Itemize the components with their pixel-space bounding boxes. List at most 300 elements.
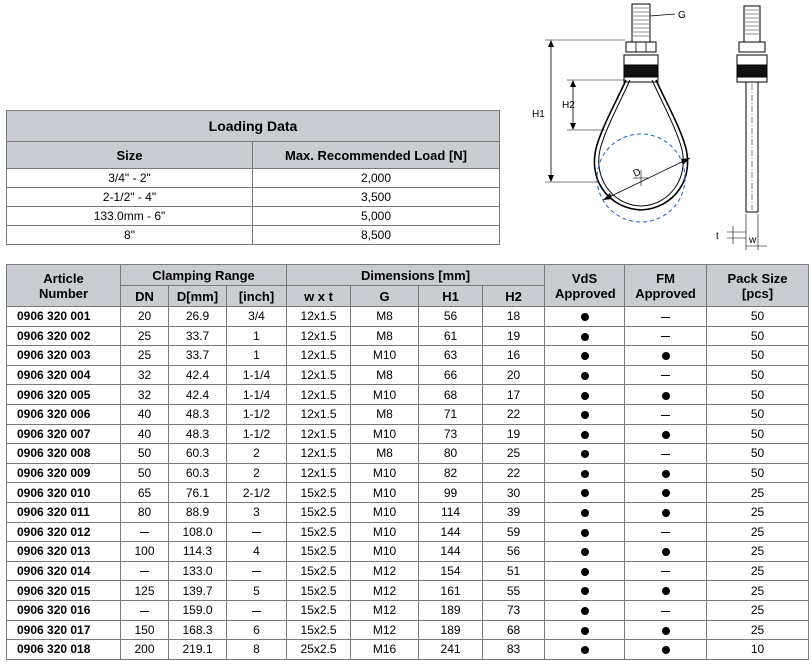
fm-approved-mark: [625, 522, 707, 542]
dash-mark: [661, 375, 670, 376]
table-row: [7, 326, 809, 346]
dn-value: 65: [121, 483, 169, 503]
fm-approved-mark: [625, 463, 707, 483]
inch-value: 3: [227, 502, 287, 522]
g-leader: [650, 14, 675, 16]
dn-value: 50: [121, 444, 169, 464]
header-dimensions: Dimensions [mm]: [287, 265, 545, 286]
pack-size-value: 50: [707, 346, 809, 366]
inch-value: [227, 561, 287, 581]
h1-value: 114: [419, 502, 483, 522]
wxt-value: 15x2.5: [287, 502, 351, 522]
pack-size-value: 50: [707, 444, 809, 464]
h2-value: 51: [483, 561, 545, 581]
wxt-value: 12x1.5: [287, 404, 351, 424]
vds-approved-mark: [545, 542, 625, 562]
dn-value: 25: [121, 346, 169, 366]
h1-value: 144: [419, 542, 483, 562]
article-number: 0906 320 003: [7, 346, 121, 366]
approved-dot: [581, 372, 589, 380]
loading-size: 8": [7, 226, 253, 245]
wxt-value: 12x1.5: [287, 365, 351, 385]
vds-approved-mark: [545, 365, 625, 385]
approved-dot: [581, 627, 589, 635]
wxt-value: 15x2.5: [287, 600, 351, 620]
vds-approved-mark: [545, 600, 625, 620]
dn-value: [121, 522, 169, 542]
dash-mark: [140, 571, 149, 572]
pack-size-value: 25: [707, 542, 809, 562]
g-value: M10: [351, 346, 419, 366]
threaded-rod-front: [632, 4, 650, 48]
fm-approved-mark: [625, 326, 707, 346]
dash-mark: [140, 532, 149, 533]
pack-size-value: 50: [707, 424, 809, 444]
d-mm-value: 48.3: [169, 404, 227, 424]
vds-approved-mark: [545, 483, 625, 503]
h2-value: 17: [483, 385, 545, 405]
h1-value: 154: [419, 561, 483, 581]
header-dn: DN: [121, 286, 169, 307]
header-wxt: w x t: [287, 286, 351, 307]
table-row: [7, 463, 809, 483]
header-inch: [inch]: [227, 286, 287, 307]
product-table: [6, 264, 809, 660]
dn-value: 32: [121, 365, 169, 385]
inch-value: 2: [227, 444, 287, 464]
approved-dot: [581, 509, 589, 517]
pack-size-value: 25: [707, 483, 809, 503]
dash-mark: [661, 532, 670, 533]
wxt-value: 12x1.5: [287, 346, 351, 366]
dn-value: 150: [121, 620, 169, 640]
d-mm-value: 159.0: [169, 600, 227, 620]
dash-mark: [661, 611, 670, 612]
label-w: w: [749, 235, 757, 246]
dn-value: 40: [121, 424, 169, 444]
article-number: 0906 320 007: [7, 424, 121, 444]
article-number: 0906 320 018: [7, 640, 121, 660]
inch-value: 1-1/2: [227, 424, 287, 444]
vds-approved-mark: [545, 326, 625, 346]
vds-approved-mark: [545, 307, 625, 327]
h1-value: 99: [419, 483, 483, 503]
wxt-value: 15x2.5: [287, 561, 351, 581]
inch-value: 1: [227, 346, 287, 366]
label-g: G: [678, 10, 686, 21]
pack-size-value: 50: [707, 404, 809, 424]
h1-value: 56: [419, 307, 483, 327]
approved-dot: [662, 489, 670, 497]
g-value: M10: [351, 463, 419, 483]
g-value: M16: [351, 640, 419, 660]
h2-value: 16: [483, 346, 545, 366]
fm-approved-mark: [625, 385, 707, 405]
wxt-value: 12x1.5: [287, 385, 351, 405]
approved-dot: [581, 607, 589, 615]
header-size: Size: [7, 142, 253, 169]
pack-size-value: 25: [707, 561, 809, 581]
approved-dot: [581, 411, 589, 419]
table-row: [7, 502, 809, 522]
h1-value: 61: [419, 326, 483, 346]
dash-mark: [661, 317, 670, 318]
h2-value: 83: [483, 640, 545, 660]
wxt-value: 15x2.5: [287, 581, 351, 601]
d-mm-value: 219.1: [169, 640, 227, 660]
approved-dot: [662, 509, 670, 517]
approved-dot: [581, 352, 589, 360]
label-h2: H2: [562, 100, 575, 111]
inch-value: 5: [227, 581, 287, 601]
pack-size-value: 50: [707, 365, 809, 385]
wxt-value: 15x2.5: [287, 483, 351, 503]
inch-value: 1: [227, 326, 287, 346]
dash-mark: [252, 532, 261, 533]
wxt-value: 12x1.5: [287, 326, 351, 346]
pack-size-value: 25: [707, 581, 809, 601]
inch-value: [227, 522, 287, 542]
g-value: M8: [351, 326, 419, 346]
g-value: M12: [351, 620, 419, 640]
d-mm-value: 139.7: [169, 581, 227, 601]
h1-value: 161: [419, 581, 483, 601]
g-value: M10: [351, 502, 419, 522]
approved-dot: [581, 646, 589, 654]
article-number: 0906 320 006: [7, 404, 121, 424]
wxt-value: 12x1.5: [287, 463, 351, 483]
g-value: M10: [351, 424, 419, 444]
fm-approved-mark: [625, 424, 707, 444]
pack-size-value: 50: [707, 307, 809, 327]
h2-value: 22: [483, 463, 545, 483]
h2-value: 20: [483, 365, 545, 385]
wxt-value: 25x2.5: [287, 640, 351, 660]
fm-approved-mark: [625, 365, 707, 385]
inch-value: [227, 600, 287, 620]
inch-value: 3/4: [227, 307, 287, 327]
table-row: [7, 600, 809, 620]
dimension-h1: [545, 40, 625, 182]
dash-mark: [140, 611, 149, 612]
dash-mark: [661, 571, 670, 572]
article-number: 0906 320 009: [7, 463, 121, 483]
loading-size: 133.0mm - 6": [7, 207, 253, 226]
h1-value: 82: [419, 463, 483, 483]
wxt-value: 15x2.5: [287, 542, 351, 562]
vds-approved-mark: [545, 404, 625, 424]
header-h2: H2: [483, 286, 545, 307]
side-view: [727, 6, 767, 250]
article-number: 0906 320 002: [7, 326, 121, 346]
h1-value: 241: [419, 640, 483, 660]
pack-size-value: 25: [707, 522, 809, 542]
fm-approved-mark: [625, 600, 707, 620]
vds-approved-mark: [545, 444, 625, 464]
clamp-block-front: [624, 55, 658, 82]
pack-size-value: 25: [707, 502, 809, 522]
label-d: D: [631, 166, 643, 180]
dash-mark: [661, 336, 670, 337]
h2-value: 56: [483, 542, 545, 562]
fm-approved-mark: [625, 542, 707, 562]
g-value: M12: [351, 600, 419, 620]
g-value: M10: [351, 385, 419, 405]
h2-value: 25: [483, 444, 545, 464]
approved-dot: [581, 313, 589, 321]
dn-value: 40: [121, 404, 169, 424]
g-value: M10: [351, 522, 419, 542]
h1-value: 68: [419, 385, 483, 405]
h2-value: 19: [483, 424, 545, 444]
loading-load: 2,000: [253, 169, 500, 188]
vds-approved-mark: [545, 620, 625, 640]
header-fm-approved: FM Approved: [625, 265, 707, 307]
loading-row: [7, 207, 500, 226]
table-row: [7, 581, 809, 601]
pack-size-value: 10: [707, 640, 809, 660]
g-value: M8: [351, 365, 419, 385]
fm-approved-mark: [625, 444, 707, 464]
article-number: 0906 320 005: [7, 385, 121, 405]
g-value: M10: [351, 542, 419, 562]
loading-size: 3/4" - 2": [7, 169, 253, 188]
fm-approved-mark: [625, 640, 707, 660]
approved-dot: [662, 587, 670, 595]
pack-size-value: 25: [707, 620, 809, 640]
h1-value: 189: [419, 620, 483, 640]
article-number: 0906 320 017: [7, 620, 121, 640]
dash-mark: [661, 454, 670, 455]
header-g: G: [351, 286, 419, 307]
approved-dot: [662, 627, 670, 635]
pack-size-value: 50: [707, 463, 809, 483]
table-row: [7, 542, 809, 562]
h2-value: 30: [483, 483, 545, 503]
h2-value: 18: [483, 307, 545, 327]
g-value: M12: [351, 581, 419, 601]
vds-approved-mark: [545, 561, 625, 581]
approved-dot: [581, 470, 589, 478]
d-mm-value: 42.4: [169, 365, 227, 385]
label-t: t: [716, 231, 719, 242]
header-pack-size: Pack Size [pcs]: [707, 265, 809, 307]
wxt-value: 15x2.5: [287, 620, 351, 640]
article-number: 0906 320 001: [7, 307, 121, 327]
article-number: 0906 320 013: [7, 542, 121, 562]
label-h1: H1: [532, 109, 545, 120]
dn-value: 100: [121, 542, 169, 562]
h1-value: 66: [419, 365, 483, 385]
h1-value: 80: [419, 444, 483, 464]
d-mm-value: 76.1: [169, 483, 227, 503]
article-number: 0906 320 011: [7, 502, 121, 522]
h2-value: 59: [483, 522, 545, 542]
d-mm-value: 108.0: [169, 522, 227, 542]
h2-value: 55: [483, 581, 545, 601]
h2-value: 73: [483, 600, 545, 620]
header-h1: H1: [419, 286, 483, 307]
g-value: M8: [351, 404, 419, 424]
article-number: 0906 320 015: [7, 581, 121, 601]
fm-approved-mark: [625, 581, 707, 601]
inch-value: 1-1/4: [227, 365, 287, 385]
inch-value: 4: [227, 542, 287, 562]
article-number: 0906 320 012: [7, 522, 121, 542]
dn-value: 32: [121, 385, 169, 405]
dimension-h2: [567, 80, 625, 130]
d-mm-value: 114.3: [169, 542, 227, 562]
approved-dot: [581, 489, 589, 497]
header-article-number: Article Number: [7, 265, 121, 307]
loading-load: 3,500: [253, 188, 500, 207]
table-row: [7, 522, 809, 542]
inch-value: 2-1/2: [227, 483, 287, 503]
loading-row: [7, 188, 500, 207]
g-value: M12: [351, 561, 419, 581]
inch-value: 6: [227, 620, 287, 640]
table-row: [7, 444, 809, 464]
pack-size-value: 50: [707, 326, 809, 346]
wxt-value: 12x1.5: [287, 424, 351, 444]
d-mm-value: 60.3: [169, 463, 227, 483]
clamp-loop-front: [594, 80, 690, 222]
d-mm-value: 33.7: [169, 346, 227, 366]
approved-dot: [581, 333, 589, 341]
table-row: [7, 365, 809, 385]
inch-value: 1-1/2: [227, 404, 287, 424]
table-row: [7, 404, 809, 424]
inch-value: 1-1/4: [227, 385, 287, 405]
fm-approved-mark: [625, 561, 707, 581]
wxt-value: 15x2.5: [287, 522, 351, 542]
header-d-mm: D[mm]: [169, 286, 227, 307]
dn-value: 125: [121, 581, 169, 601]
nut-front: [626, 42, 656, 52]
fm-approved-mark: [625, 307, 707, 327]
g-value: M8: [351, 307, 419, 327]
d-mm-value: 42.4: [169, 385, 227, 405]
approved-dot: [581, 431, 589, 439]
inch-value: 8: [227, 640, 287, 660]
loading-load: 5,000: [253, 207, 500, 226]
approved-dot: [662, 470, 670, 478]
approved-dot: [581, 568, 589, 576]
pack-size-value: 25: [707, 600, 809, 620]
dn-value: 50: [121, 463, 169, 483]
d-mm-value: 33.7: [169, 326, 227, 346]
approved-dot: [581, 548, 589, 556]
approved-dot: [662, 646, 670, 654]
h1-value: 63: [419, 346, 483, 366]
dn-value: 200: [121, 640, 169, 660]
wxt-value: 12x1.5: [287, 307, 351, 327]
d-mm-value: 48.3: [169, 424, 227, 444]
h1-value: 144: [419, 522, 483, 542]
vds-approved-mark: [545, 581, 625, 601]
loading-row: [7, 169, 500, 188]
dn-value: 25: [121, 326, 169, 346]
article-number: 0906 320 014: [7, 561, 121, 581]
d-mm-value: 88.9: [169, 502, 227, 522]
fm-approved-mark: [625, 502, 707, 522]
dash-mark: [252, 571, 261, 572]
vds-approved-mark: [545, 502, 625, 522]
d-mm-value: 133.0: [169, 561, 227, 581]
inch-value: 2: [227, 463, 287, 483]
table-row: [7, 483, 809, 503]
loading-load: 8,500: [253, 226, 500, 245]
fm-approved-mark: [625, 483, 707, 503]
vds-approved-mark: [545, 522, 625, 542]
table-row: [7, 561, 809, 581]
article-number: 0906 320 008: [7, 444, 121, 464]
h1-value: 189: [419, 600, 483, 620]
approved-dot: [581, 450, 589, 458]
table-row: [7, 385, 809, 405]
article-number: 0906 320 004: [7, 365, 121, 385]
fm-approved-mark: [625, 620, 707, 640]
loading-size: 2-1/2" - 4": [7, 188, 253, 207]
vds-approved-mark: [545, 424, 625, 444]
g-value: M8: [351, 444, 419, 464]
dn-value: 80: [121, 502, 169, 522]
article-number: 0906 320 010: [7, 483, 121, 503]
wxt-value: 12x1.5: [287, 444, 351, 464]
d-mm-value: 60.3: [169, 444, 227, 464]
loading-row: [7, 226, 500, 245]
fm-approved-mark: [625, 346, 707, 366]
h2-value: 39: [483, 502, 545, 522]
approved-dot: [662, 352, 670, 360]
table-row: [7, 307, 809, 327]
header-max-load: Max. Recommended Load [N]: [253, 142, 500, 169]
d-mm-value: 168.3: [169, 620, 227, 640]
dn-value: [121, 561, 169, 581]
header-clamping-range: Clamping Range: [121, 265, 287, 286]
approved-dot: [581, 392, 589, 400]
approved-dot: [662, 548, 670, 556]
h2-value: 68: [483, 620, 545, 640]
table-row: [7, 346, 809, 366]
fm-approved-mark: [625, 404, 707, 424]
loading-table-title: Loading Data: [7, 111, 500, 142]
g-value: M10: [351, 483, 419, 503]
vds-approved-mark: [545, 463, 625, 483]
loading-data-table: [6, 110, 500, 245]
d-mm-value: 26.9: [169, 307, 227, 327]
table-row: [7, 620, 809, 640]
vds-approved-mark: [545, 640, 625, 660]
table-row: [7, 640, 809, 660]
dn-value: [121, 600, 169, 620]
header-vds-approved: VdS Approved: [545, 265, 625, 307]
dn-value: 20: [121, 307, 169, 327]
pack-size-value: 50: [707, 385, 809, 405]
h1-value: 73: [419, 424, 483, 444]
h2-value: 19: [483, 326, 545, 346]
h1-value: 71: [419, 404, 483, 424]
approved-dot: [662, 431, 670, 439]
dash-mark: [661, 415, 670, 416]
approved-dot: [581, 529, 589, 537]
pipe-clamp-drawing: [505, 0, 810, 262]
approved-dot: [581, 587, 589, 595]
article-number: 0906 320 016: [7, 600, 121, 620]
vds-approved-mark: [545, 385, 625, 405]
dash-mark: [252, 611, 261, 612]
table-row: [7, 424, 809, 444]
